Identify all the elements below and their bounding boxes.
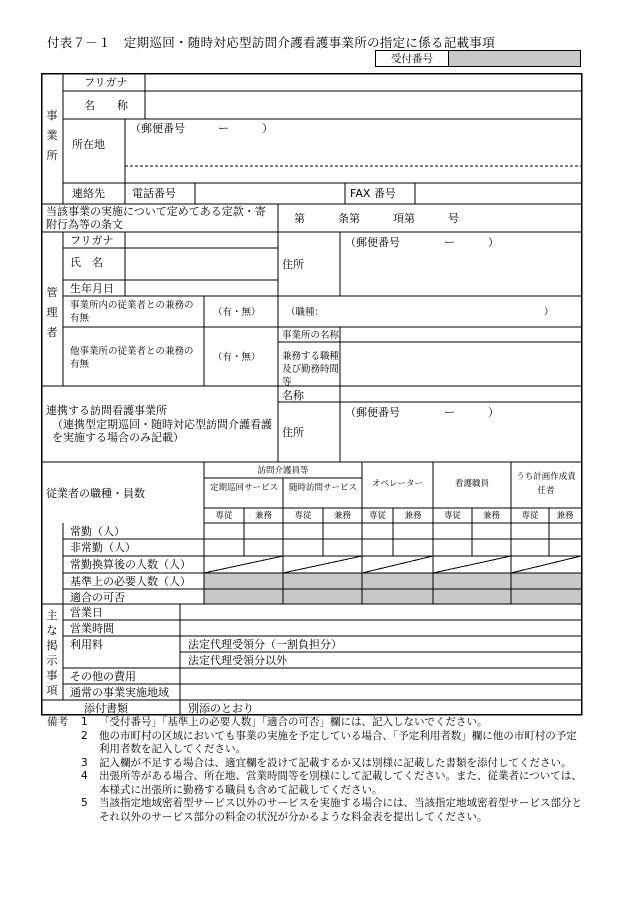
partner-note: （連携型定期巡回・随時対応型訪問介護看護を実施する場合のみ記載）: [52, 418, 272, 444]
main-business-hours: 営業時間: [70, 622, 114, 635]
office-contact-label: 連絡先: [72, 187, 105, 200]
staff-col-operator: オペレーター: [371, 479, 423, 489]
notes-head: 備考: [47, 716, 68, 728]
office-phone-label: 電話番号: [132, 187, 176, 200]
staff-full-4: 専従: [443, 511, 461, 521]
note-num: 3: [81, 756, 88, 769]
articles-value: 第 条第 項第 号: [294, 212, 459, 225]
partner-name-label: 名称: [282, 389, 304, 402]
manager-postal: （郵便番号 ー ）: [345, 236, 499, 249]
note-text: 出張所等がある場合、所在地、営業時間等を別様にして記載してください。また、従業者については、本様式に出張所に勤務する職員も含めて記載してください。: [99, 770, 582, 796]
manager-address-label: 住所: [282, 258, 304, 271]
manager-outer-yes-no[interactable]: （有・無）: [213, 352, 261, 363]
staff-col-nurse: 看護職員: [454, 479, 489, 489]
staff-dual-3: 兼務: [404, 511, 422, 521]
staff-dual-2: 兼務: [333, 511, 351, 521]
staff-row-required: 基準上の必要人数（人）: [70, 575, 191, 588]
office-furigana-label: フリガナ: [84, 76, 128, 89]
page-title: 付表７－１ 定期巡回・随時対応型訪問介護看護事業所の指定に係る記載事項: [47, 35, 496, 50]
staff-row-parttime: 非常勤（人）: [70, 541, 136, 554]
partner-address-label: 住所: [282, 426, 304, 439]
note-text: 当該指定地域密着型サービス以外のサービスを実施する場合には、当該指定地域密着型サービス部分とそれ以外のサービス部分の料金の状況が分かるような料金表を提出してください。: [99, 797, 582, 823]
office-name-field[interactable]: [146, 92, 580, 118]
staff-dual-4: 兼務: [482, 511, 500, 521]
manager-inner-yes-no[interactable]: （有・無）: [213, 307, 261, 318]
office-fax-label: FAX 番号: [350, 187, 396, 200]
staff-col-oncall: 随時訪問サービス: [289, 483, 358, 493]
note-text: 他の市町村の区域においても事業の実施を予定している場合、「予定利用者数」欄に他の市町村の予定利用者数を記入してください。: [99, 729, 577, 755]
office-postal: （郵便番号 ー ）: [130, 122, 273, 135]
main-service-area: 通常の事業実施地域: [70, 686, 169, 699]
staff-full-2: 専従: [294, 511, 312, 521]
staff-full-3: 専従: [368, 511, 386, 521]
manager-job-type: （職種：: [286, 307, 325, 318]
office-name-label: 名 称: [84, 99, 128, 112]
main-other-costs: その他の費用: [70, 670, 136, 683]
staff-row-fulltime: 常勤（人）: [70, 525, 125, 538]
manager-other-job: 兼務する職種及び勤務時間等: [282, 351, 340, 388]
shade-required: [204, 573, 581, 589]
office-address-label: 所在地: [72, 138, 105, 151]
staff-full-1: 専従: [215, 511, 233, 521]
manager-furigana-label: フリガナ: [70, 234, 114, 247]
articles-label: 当該事業の実施について定めてある定款・寄附行為等の条文: [46, 205, 266, 231]
note-text: 記入欄が不足する場合は、適宜欄を設けて記載するか又は別様に記載した書類を添付してください。: [99, 756, 572, 769]
staff-dual-1: 兼務: [254, 511, 272, 521]
note-num: 2: [81, 729, 88, 742]
staff-visit-group: 訪問介護員等: [257, 466, 309, 476]
note-num: 4: [81, 770, 88, 782]
staff-dual-5: 兼務: [556, 511, 574, 521]
office-side-label: 事業所: [46, 109, 58, 162]
manager-name-label: 氏 名: [70, 256, 103, 269]
main-fee-proxy: 法定代理受領分（一割負担分）: [188, 638, 342, 651]
staff-col-planner: うち計画作成責任者: [516, 472, 576, 496]
main-business-days: 営業日: [70, 606, 103, 619]
main-side-label: 主な掲示事項: [46, 609, 58, 697]
staff-row-converted: 常勤換算後の人数（人）: [70, 558, 191, 571]
main-fee-other: 法定代理受領分以外: [188, 654, 287, 667]
attach-value: 別添のとおり: [188, 702, 254, 715]
note-text: 「受付番号」「基準上の必要人数」「適合の可否」欄には、記入しないでください。: [99, 716, 488, 728]
main-fee-label: 利用料: [70, 638, 103, 651]
manager-other-office-name: 事業所の名称: [282, 330, 340, 341]
note-num: 5: [81, 797, 88, 809]
manager-birth-label: 生年月日: [70, 282, 114, 295]
partner-label: 連携する訪問看護事業所: [46, 404, 167, 417]
staff-full-5: 専従: [521, 511, 539, 521]
staff-row-fit: 適合の可否: [70, 591, 125, 604]
staff-label: 従業者の職種・員数: [46, 487, 145, 500]
staff-col-regular: 定期巡回サービス: [210, 483, 279, 493]
manager-job-close: ）: [544, 307, 554, 318]
shade-fit: [204, 589, 581, 604]
notes: [47, 716, 587, 824]
note-num: 1: [81, 716, 88, 728]
receipt-label: 受付番号: [376, 51, 449, 66]
manager-side-label: 管理者: [46, 286, 58, 339]
attach-label: 添付書類: [84, 702, 128, 715]
manager-inner-dual-label: 事業所内の従業者との兼務の有無: [70, 300, 194, 324]
partner-postal: （郵便番号 ー ）: [345, 406, 499, 419]
manager-outer-dual-label: 他事業所の従業者との兼務の有無: [70, 346, 194, 370]
